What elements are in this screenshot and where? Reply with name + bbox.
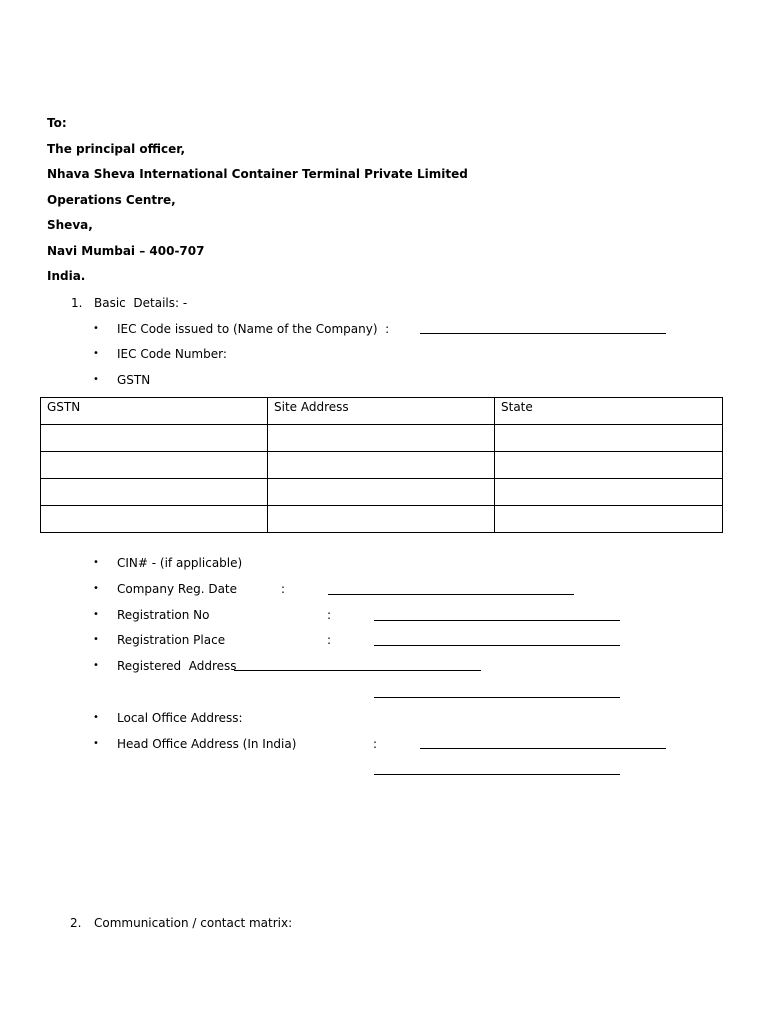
bullet-icon: • — [93, 323, 99, 334]
address-line-4: Sheva, — [47, 218, 93, 232]
cin-label: CIN# - (if applicable) — [117, 556, 243, 570]
bullet-icon: • — [93, 374, 99, 385]
address-line-1: The principal officer, — [47, 142, 186, 156]
bullet-icon: • — [93, 712, 99, 723]
local-office-label: Local Office Address: — [117, 711, 243, 725]
address-line-3: Operations Centre, — [47, 193, 176, 207]
reg-no-colon: : — [327, 608, 332, 622]
reg-date-colon: : — [281, 582, 286, 596]
table-cell[interactable] — [41, 506, 268, 533]
bullet-icon: • — [93, 738, 99, 749]
head-office-field-2[interactable] — [374, 774, 620, 775]
bullet-icon: • — [93, 348, 99, 359]
head-office-label: Head Office Address (In India) — [117, 737, 297, 751]
reg-place-field[interactable] — [374, 645, 620, 646]
reg-no-label: Registration No — [117, 608, 210, 622]
table-cell[interactable] — [268, 452, 495, 479]
bullet-icon: • — [93, 609, 99, 620]
bullet-icon: • — [93, 583, 99, 594]
table-cell[interactable] — [495, 479, 723, 506]
table-cell[interactable] — [495, 425, 723, 452]
iec-name-label: IEC Code issued to (Name of the Company) : — [117, 322, 390, 336]
address-line-2: Nhava Sheva International Container Terminal Private Limited — [47, 167, 468, 181]
table-cell[interactable] — [41, 452, 268, 479]
to-label: To: — [47, 116, 67, 130]
table-cell[interactable] — [495, 506, 723, 533]
gstn-label: GSTN — [117, 373, 151, 387]
table-header-site-address: Site Address — [268, 398, 495, 425]
table-header-gstn: GSTN — [41, 398, 268, 425]
gstn-table — [40, 397, 723, 533]
registered-address-field[interactable] — [234, 670, 481, 671]
table-cell[interactable] — [41, 479, 268, 506]
iec-number-label: IEC Code Number: — [117, 347, 227, 361]
table-row — [41, 506, 723, 533]
table-cell[interactable] — [268, 479, 495, 506]
bullet-icon: • — [93, 660, 99, 671]
reg-place-colon: : — [327, 633, 332, 647]
table-row — [41, 452, 723, 479]
table-cell[interactable] — [268, 425, 495, 452]
table-row — [41, 479, 723, 506]
address-line-5: Navi Mumbai – 400-707 — [47, 244, 205, 258]
registered-address-label: Registered Address — [117, 659, 237, 673]
reg-place-label: Registration Place — [117, 633, 226, 647]
section-2-number: 2. — [70, 916, 82, 930]
section-2-title: Communication / contact matrix: — [94, 916, 293, 930]
bullet-icon: • — [93, 634, 99, 645]
bullet-icon: • — [93, 557, 99, 568]
table-cell[interactable] — [268, 506, 495, 533]
section-1-number: 1. — [71, 296, 83, 310]
table-row — [41, 425, 723, 452]
table-cell[interactable] — [495, 452, 723, 479]
address-line-6: India. — [47, 269, 86, 283]
head-office-colon: : — [373, 737, 378, 751]
reg-date-label: Company Reg. Date — [117, 582, 238, 596]
section-1-title: Basic Details: - — [94, 296, 188, 310]
head-office-field[interactable] — [420, 748, 666, 749]
table-cell[interactable] — [41, 425, 268, 452]
reg-no-field[interactable] — [374, 620, 620, 621]
reg-date-field[interactable] — [328, 594, 574, 595]
iec-name-field[interactable] — [420, 333, 666, 334]
registered-address-field-2[interactable] — [374, 697, 620, 698]
table-header-row — [41, 398, 723, 425]
table-header-state: State — [495, 398, 723, 425]
